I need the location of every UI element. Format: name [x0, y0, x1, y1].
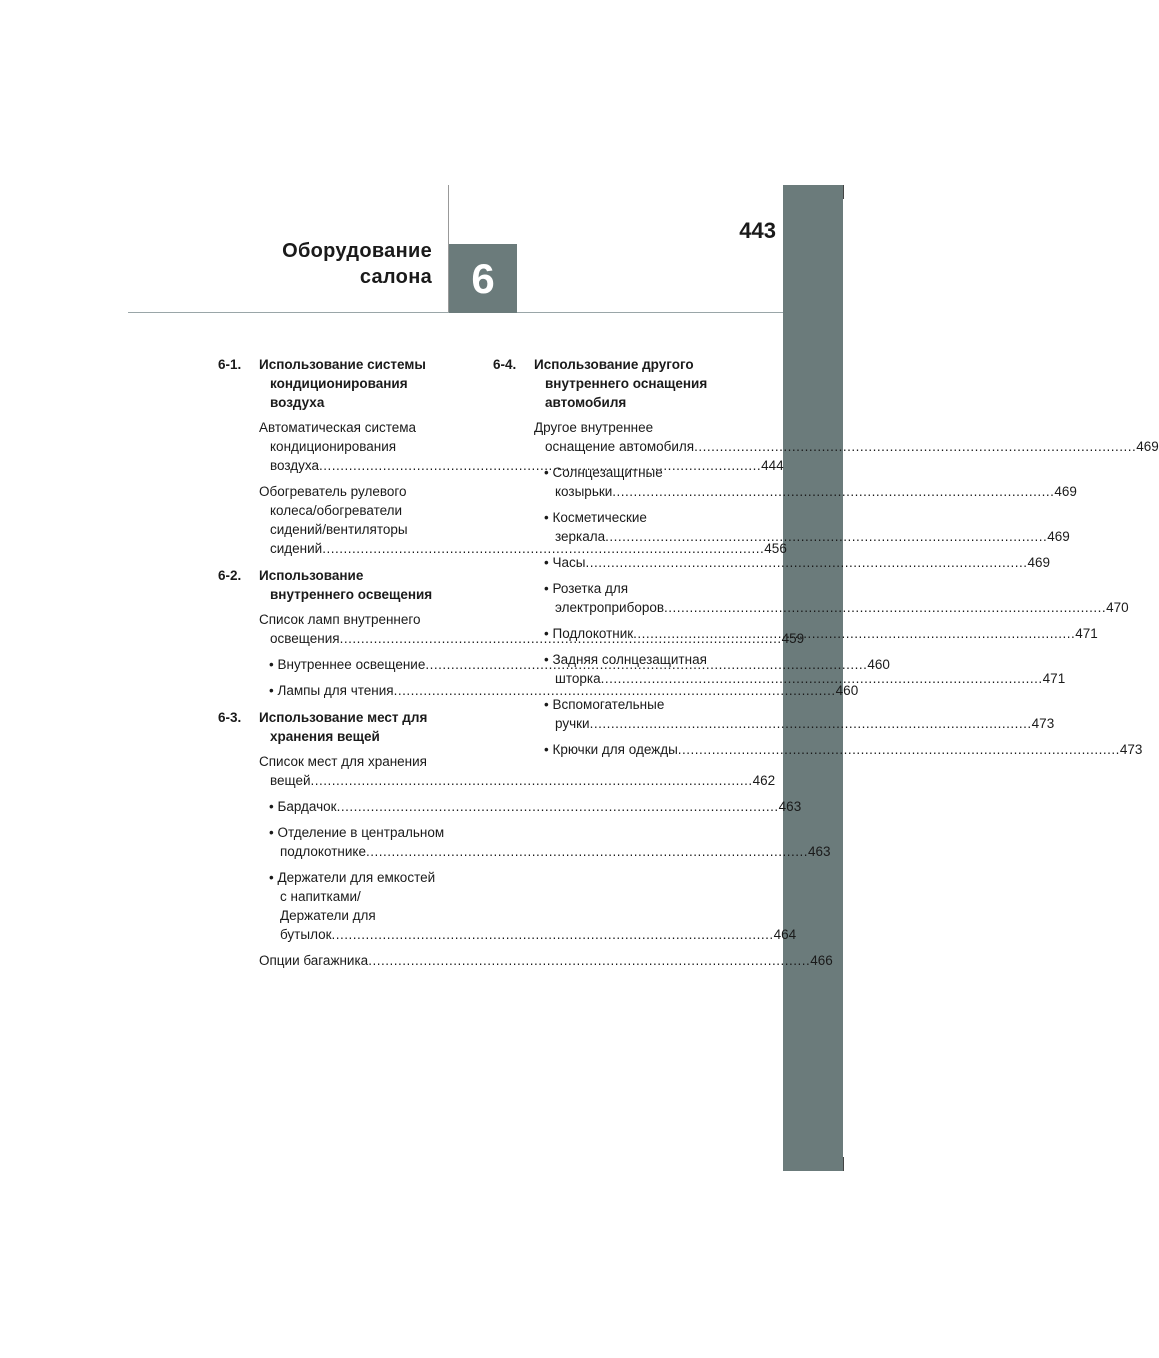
entry-text: освещения: [270, 631, 340, 646]
entry-line: колеса/обогреватели: [270, 503, 403, 518]
entry-line: сидений/вентиляторы: [270, 522, 408, 537]
entry-text: Часы: [552, 555, 586, 570]
section-title-line: Использование другого: [534, 357, 694, 372]
entry-line: • Косметические: [544, 508, 741, 527]
page-ref[interactable]: 469: [1027, 555, 1051, 570]
entry-leader-line: [269, 681, 859, 700]
page-ref[interactable]: 470: [1106, 600, 1129, 615]
section-number: 6-1.: [218, 357, 242, 372]
entry-leader-line: [269, 925, 797, 944]
entry-text: шторка: [555, 671, 601, 686]
dot-leader: [605, 529, 1047, 544]
entry-leader-line: [534, 437, 1159, 456]
dot-leader: [332, 927, 774, 942]
page-ref[interactable]: 444: [761, 458, 784, 473]
entry-leader-line: [269, 842, 831, 861]
dot-leader: [368, 953, 810, 968]
page-ref[interactable]: 469: [1054, 484, 1077, 499]
entry-line: Держатели для: [280, 908, 376, 923]
dot-leader: [601, 671, 1043, 686]
entry-line: Обогреватель рулевого: [259, 484, 407, 499]
toc-entry[interactable]: [259, 951, 833, 970]
toc-subentry[interactable]: [534, 740, 1143, 759]
section-title-line: Использование мест для: [259, 710, 428, 725]
entry-leader-line: [269, 797, 802, 816]
entry-line: • Держатели для емкостей: [269, 868, 480, 887]
entry-text: Подлокотник: [552, 626, 634, 641]
dot-leader: [366, 844, 808, 859]
entry-text: Опции багажника: [259, 953, 369, 968]
entry-leader-line: [544, 527, 1070, 546]
dot-leader: [337, 799, 779, 814]
chapter-title-line2: салона: [359, 266, 432, 288]
section-title-line: Использование: [259, 568, 364, 583]
entry-leader-line: [259, 771, 776, 790]
entry-text: козырьки: [555, 484, 613, 499]
entry-line: • Отделение в центральном: [269, 823, 480, 842]
toc-subentry[interactable]: [534, 508, 1070, 546]
dot-leader: [590, 716, 1032, 731]
entry-leader-line: [544, 598, 1129, 617]
dot-leader: [633, 626, 1075, 641]
page-ref[interactable]: 466: [810, 953, 833, 968]
page-ref[interactable]: 469: [1136, 439, 1159, 454]
chapter-number-box: [449, 244, 517, 313]
section-title-line: внутреннего освещения: [270, 587, 433, 602]
toc-subentry[interactable]: [259, 797, 802, 816]
page-ref[interactable]: 459: [781, 631, 805, 646]
entry-leader-line: [544, 553, 1051, 572]
dot-leader: [612, 484, 1054, 499]
entry-leader-line: [544, 482, 1077, 501]
chapter-title: [282, 238, 432, 290]
section-number: 6-2.: [218, 568, 242, 583]
entry-text: Крючки для одежды: [552, 742, 678, 757]
section-title-line: кондиционирования: [270, 376, 408, 391]
entry-leader-line: [544, 714, 1055, 733]
crop-mark-bottom: [843, 1157, 844, 1171]
section-number: 6-3.: [218, 710, 242, 725]
toc-subentry[interactable]: [534, 579, 1129, 617]
entry-line: кондиционирования: [270, 439, 397, 454]
entry-text: бутылок: [280, 927, 332, 942]
entry-text: Лампы для чтения: [277, 683, 394, 698]
crop-mark-top: [843, 185, 844, 199]
entry-text: оснащение автомобиля: [545, 439, 695, 454]
entry-line: • Вспомогательные: [544, 695, 741, 714]
entry-line: с напитками/: [280, 889, 361, 904]
section-title[interactable]: [259, 566, 480, 604]
entry-line: Список мест для хранения: [259, 754, 427, 769]
entry-line: Другое внутреннее: [534, 420, 654, 435]
toc-entry[interactable]: [259, 752, 776, 790]
dot-leader: [694, 439, 1136, 454]
page-ref[interactable]: 462: [752, 773, 776, 788]
entry-text: Бардачок: [277, 799, 337, 814]
entry-leader-line: [259, 539, 787, 558]
page-ref[interactable]: 456: [764, 541, 787, 556]
page-ref[interactable]: 473: [1119, 742, 1143, 757]
section-title[interactable]: [534, 355, 741, 412]
section-title-line: воздуха: [270, 395, 325, 410]
entry-text: подлокотнике: [280, 844, 366, 859]
page-ref[interactable]: 473: [1031, 716, 1055, 731]
section-title-line: хранения вещей: [270, 729, 380, 744]
toc-entry[interactable]: [534, 418, 1159, 456]
toc-subentry[interactable]: [534, 553, 1051, 572]
page-ref[interactable]: 463: [808, 844, 831, 859]
section-title-line: Использование системы: [259, 357, 426, 372]
chapter-title-line1: Оборудование: [282, 240, 432, 262]
page-ref[interactable]: 464: [773, 927, 797, 942]
toc-subentry[interactable]: [259, 823, 831, 861]
section-number: 6-4.: [493, 357, 517, 372]
entry-leader-line: [544, 669, 1066, 688]
entry-text: сидений: [270, 541, 323, 556]
page-ref[interactable]: 471: [1075, 626, 1098, 641]
page-ref[interactable]: 463: [778, 799, 802, 814]
entry-line: • Задняя солнцезащитная: [544, 650, 741, 669]
entry-text: электроприборов: [555, 600, 665, 615]
toc-subentry[interactable]: [259, 681, 859, 700]
section-title[interactable]: [259, 708, 480, 746]
page-ref[interactable]: 460: [867, 657, 890, 672]
section-title[interactable]: [259, 355, 480, 412]
page-ref[interactable]: 460: [835, 683, 859, 698]
entry-line: • Солнцезащитные: [544, 463, 741, 482]
entry-line: Список ламп внутреннего: [259, 612, 421, 627]
entry-leader-line: [544, 740, 1143, 759]
entry-text: Внутреннее освещение: [277, 657, 426, 672]
page-ref[interactable]: 469: [1047, 529, 1070, 544]
dot-leader: [664, 600, 1106, 615]
section-title-line: автомобиля: [545, 395, 627, 410]
entry-text: воздуха: [270, 458, 320, 473]
entry-text: вещей: [270, 773, 311, 788]
entry-text: зеркала: [555, 529, 606, 544]
toc-subentry[interactable]: [534, 695, 1055, 733]
dot-leader: [311, 773, 753, 788]
entry-text: ручки: [555, 716, 590, 731]
toc-subentry[interactable]: [259, 868, 797, 944]
section-title-line: внутреннего оснащения: [545, 376, 708, 391]
entry-leader-line: [259, 951, 833, 970]
page-ref[interactable]: 471: [1042, 671, 1066, 686]
dot-leader: [678, 742, 1120, 757]
dot-leader: [585, 555, 1027, 570]
entry-line: • Розетка для: [544, 579, 741, 598]
chapter-number: 6: [471, 254, 495, 302]
entry-line: Автоматическая система: [259, 420, 417, 435]
page-number: 443: [739, 218, 776, 243]
